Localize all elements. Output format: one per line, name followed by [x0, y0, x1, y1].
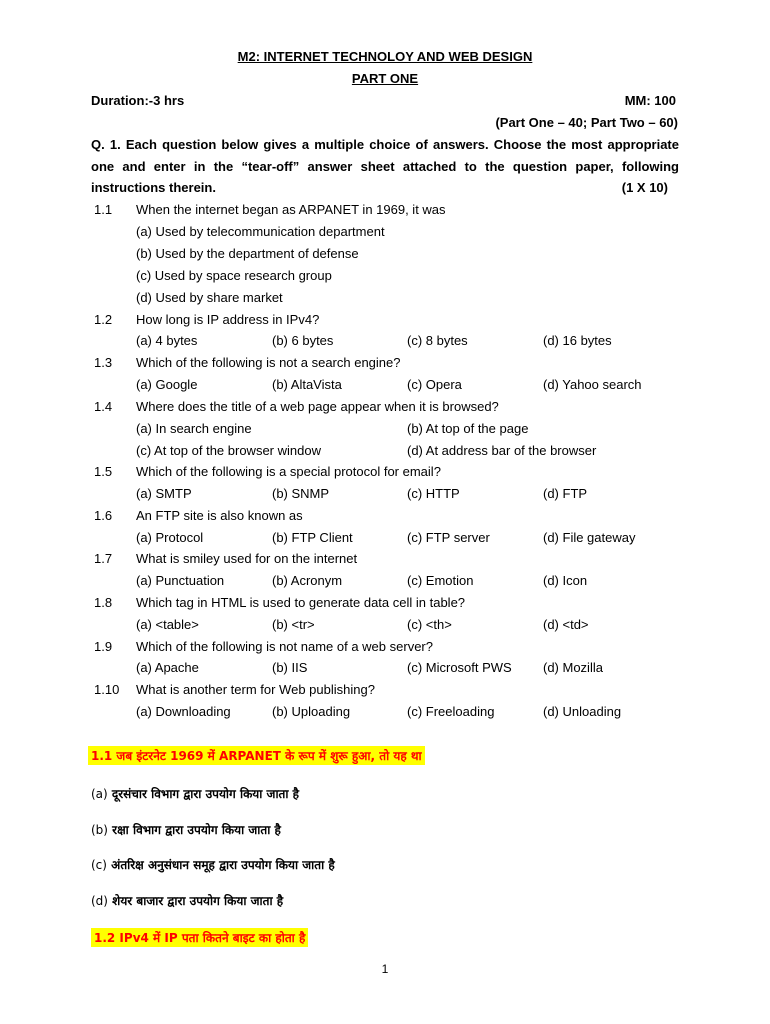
question-instruction: [91, 134, 679, 199]
hindi-option-label: (a): [91, 787, 108, 801]
hindi-option-c: [91, 856, 335, 873]
option-b: (b) Used by the department of defense: [136, 246, 359, 261]
option-c: (c) Freeloading: [407, 704, 495, 719]
option-d: (d) At address bar of the browser: [407, 443, 597, 458]
hindi-option-d: [91, 892, 283, 909]
option-d: (d) FTP: [543, 486, 588, 501]
option-b: (b) <tr>: [272, 617, 315, 632]
option-a: (a) Protocol: [136, 530, 204, 545]
option-b: (b) AltaVista: [272, 377, 342, 392]
question-text: Which tag in HTML is used to generate data cell in table?: [136, 595, 466, 610]
option-a: (a) In search engine: [136, 421, 252, 436]
option-d: (d) Used by share market: [136, 290, 283, 305]
question-text: When the internet began as ARPANET in 1969, it was: [136, 202, 446, 217]
part-heading: PART ONE: [351, 71, 419, 86]
option-d: (d) Unloading: [543, 704, 622, 719]
option-a: (a) Used by telecommunication department: [136, 224, 385, 239]
exam-title: M2: INTERNET TECHNOLOY AND WEB DESIGN: [237, 49, 533, 64]
option-c: (c) <th>: [407, 617, 452, 632]
option-d: (d) 16 bytes: [543, 333, 612, 348]
option-d: (d) Icon: [543, 573, 588, 588]
marks-split: (Part One – 40; Part Two – 60): [495, 115, 678, 130]
option-c: (c) At top of the browser window: [136, 443, 321, 458]
duration: Duration:-3 hrs: [91, 93, 185, 108]
option-b: (b) FTP Client: [272, 530, 353, 545]
option-c: (c) 8 bytes: [407, 333, 468, 348]
option-a: (a) Apache: [136, 660, 199, 675]
hindi-option-label: (c): [91, 858, 107, 872]
hindi-option-a: [91, 785, 299, 802]
question-number: 1.4: [94, 399, 113, 414]
hindi-option-text: दूरसंचार विभाग द्वारा उपयोग किया जाता है: [111, 787, 300, 801]
hindi-question-highlight-2: 1.2 IPv4 में IP पता कितने बाइट का होता है: [91, 928, 308, 947]
option-c: (c) Used by space research group: [136, 268, 332, 283]
hindi-option-text: अंतरिक्ष अनुसंधान समूह द्वारा उपयोग किया जाता है: [111, 858, 335, 872]
question-number: 1.3: [94, 355, 113, 370]
question-text: What is smiley used for on the internet: [136, 551, 358, 566]
page-number: 1: [381, 962, 389, 976]
option-b: (b) Uploading: [272, 704, 351, 719]
question-number: 1.7: [94, 551, 113, 566]
option-b: (b) At top of the page: [407, 421, 529, 436]
hindi-option-label: (d): [91, 894, 108, 908]
question-text: An FTP site is also known as: [136, 508, 303, 523]
question-text: What is another term for Web publishing?: [136, 682, 375, 697]
question-number: 1.8: [94, 595, 113, 610]
option-a: (a) Downloading: [136, 704, 231, 719]
question-text: Which of the following is not name of a web server?: [136, 639, 433, 654]
question-number: 1.10: [94, 682, 120, 697]
instruction-marks: (1 X 10): [621, 180, 668, 195]
option-c: (c) Opera: [407, 377, 462, 392]
option-b: (b) Acronym: [272, 573, 343, 588]
hindi-option-text: शेयर बाजार द्वारा उपयोग किया जाता है: [112, 894, 284, 908]
question-text: How long is IP address in IPv4?: [136, 312, 320, 327]
question-text: Which of the following is not a search engine?: [136, 355, 401, 370]
option-c: (c) Emotion: [407, 573, 474, 588]
option-c: (c) FTP server: [407, 530, 490, 545]
question-number: 1.9: [94, 639, 113, 654]
question-text: Which of the following is a special protocol for email?: [136, 464, 441, 479]
max-marks: MM: 100: [624, 93, 676, 108]
option-d: (d) Mozilla: [543, 660, 603, 675]
instruction-text: Q. 1. Each question below gives a multiple choice of answers. Choose the most appropriate one and enter in the “tear-off” answer sheet attached to the question paper, following instructions therein.: [91, 137, 679, 196]
hindi-option-b: [91, 821, 281, 838]
question-text: Where does the title of a web page appear when it is browsed?: [136, 399, 499, 414]
option-b: (b) IIS: [272, 660, 308, 675]
option-d: (d) Yahoo search: [543, 377, 642, 392]
option-b: (b) SNMP: [272, 486, 330, 501]
option-b: (b) 6 bytes: [272, 333, 334, 348]
question-number: 1.5: [94, 464, 113, 479]
question-number: 1.6: [94, 508, 113, 523]
option-d: (d) File gateway: [543, 530, 636, 545]
option-c: (c) Microsoft PWS: [407, 660, 512, 675]
option-d: (d) <td>: [543, 617, 589, 632]
question-number: 1.1: [94, 202, 113, 217]
option-a: (a) SMTP: [136, 486, 192, 501]
option-a: (a) Punctuation: [136, 573, 225, 588]
option-a: (a) Google: [136, 377, 198, 392]
hindi-question-highlight: 1.1 जब इंटरनेट 1969 में ARPANET के रूप में शुरू हुआ, तो यह था: [88, 746, 425, 765]
hindi-option-label: (b): [91, 823, 108, 837]
question-number: 1.2: [94, 312, 113, 327]
option-a: (a) <table>: [136, 617, 199, 632]
option-c: (c) HTTP: [407, 486, 460, 501]
hindi-option-text: रक्षा विभाग द्वारा उपयोग किया जाता है: [112, 823, 281, 837]
option-a: (a) 4 bytes: [136, 333, 198, 348]
